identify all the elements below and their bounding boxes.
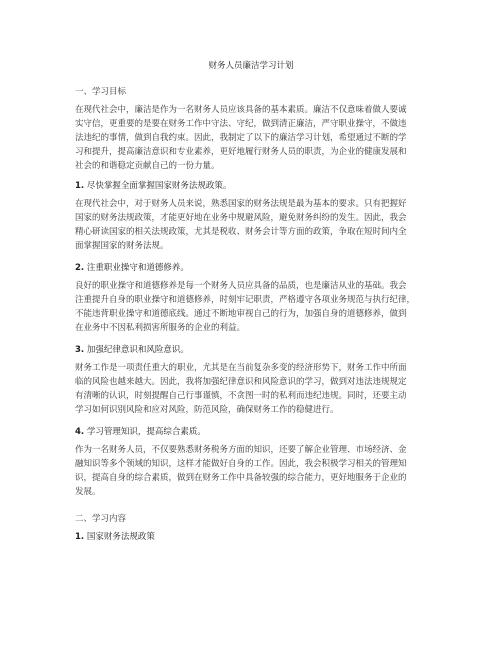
paragraph-line: 在业务中不因私利损害所服务的企业的利益。 xyxy=(75,323,246,333)
item-heading-text: 国家财务法规政策 xyxy=(86,532,155,542)
item-heading-text: 学习管理知识，提高综合素质。 xyxy=(86,427,206,437)
paragraph-line: 实守信，更重要的是要在财务工作中守法、守纪，做到清正廉洁，严守职业操守，不做违 xyxy=(75,119,407,129)
item-number: 1. xyxy=(75,532,85,542)
section-heading-content: 二、学习内容 xyxy=(75,514,127,524)
paragraph-line: 作为一名财务人员，不仅要熟悉财务税务方面的知识，还要了解企业管理、市场经济、金 xyxy=(75,445,407,455)
item-heading-text: 尽快掌握全面掌握国家财务法规政策。 xyxy=(86,181,232,191)
item-heading-1 xyxy=(75,180,231,192)
item-heading-3 xyxy=(75,344,189,356)
paragraph-line: 良好的职业操守和道德修养是每一个财务人员应具备的品质，也是廉洁从业的基础。我会 xyxy=(75,281,407,291)
paragraph-line: 精心研读国家的相关法规政策，尤其是税收、财务会计等方面的政策，争取在短时间内全 xyxy=(75,227,407,237)
item-paragraph-2 xyxy=(75,279,430,335)
paragraph-line: 社会的和谐稳定贡献自己的一份力量。 xyxy=(75,161,220,171)
paragraph-line: 学习如何识别风险和应对风险，防范风险，确保财务工作的稳健进行。 xyxy=(75,405,339,415)
paragraph-line: 发展。 xyxy=(75,487,101,497)
subsection-heading-1 xyxy=(75,531,155,543)
item-number: 4. xyxy=(75,427,85,437)
paragraph-line: 不能违背职业操守和道德底线。通过不断地审视自己的行为，加强自身的道德修养，做到 xyxy=(75,309,407,319)
paragraph-line: 注重提升自身的职业操守和道德修养，时刻牢记职责，严格遵守各项业务规范与执行纪律， xyxy=(75,295,416,305)
paragraph-line: 财务工作是一项责任重大的职业，尤其是在当前复杂多变的经济形势下，财务工作中所面 xyxy=(75,363,407,373)
item-paragraph-3 xyxy=(75,361,430,417)
document-title: 财务人员廉洁学习计划 xyxy=(208,61,294,71)
section-heading-goals: 一、学习目标 xyxy=(75,87,127,97)
item-number: 1. xyxy=(75,181,85,191)
item-heading-text: 注重职业操守和道德修养。 xyxy=(86,263,189,273)
item-paragraph-1 xyxy=(75,197,430,253)
paragraph-line: 面掌握国家的财务法规。 xyxy=(75,241,169,251)
paragraph-line: 在现代社会中，廉洁是作为一名财务人员应该具备的基本素质。廉洁不仅意味着做人要诚 xyxy=(75,105,407,115)
intro-paragraph xyxy=(75,103,430,173)
paragraph-line: 融知识等多个领域的知识，这样才能做好自身的工作。因此，我会积极学习相关的管理知 xyxy=(75,459,407,469)
paragraph-line: 有清晰的认识，时刻提醒自己行事谨慎，不贪图一时的私利而违纪违规。同时，还要主动 xyxy=(75,391,407,401)
paragraph-line: 国家的财务法规政策，才能更好地在业务中规避风险，避免财务纠纷的发生。因此，我会 xyxy=(75,213,407,223)
paragraph-line: 临的风险也越来越大。因此，我将加强纪律意识和风险意识的学习，做到对违法违规规定 xyxy=(75,377,407,387)
item-heading-4 xyxy=(75,426,206,438)
item-paragraph-4 xyxy=(75,443,430,499)
paragraph-line: 习和提升，提高廉洁意识和专业素养，更好地履行财务人员的职责，为企业的健康发展和 xyxy=(75,147,407,157)
item-number: 3. xyxy=(75,345,85,355)
item-heading-text: 加强纪律意识和风险意识。 xyxy=(86,345,189,355)
paragraph-line: 识，提高自身的综合素质，做到在财务工作中具备较强的综合能力，更好地服务于企业的 xyxy=(75,473,407,483)
item-number: 2. xyxy=(75,263,85,273)
paragraph-line: 在现代社会中，对于财务人员来说，熟悉国家的财务法规是最为基本的要求。只有把握好 xyxy=(75,199,407,209)
paragraph-line: 法违纪的事情，做到自我约束。因此，我制定了以下的廉洁学习计划，希望通过不断的学 xyxy=(75,133,407,143)
item-heading-2 xyxy=(75,262,189,274)
